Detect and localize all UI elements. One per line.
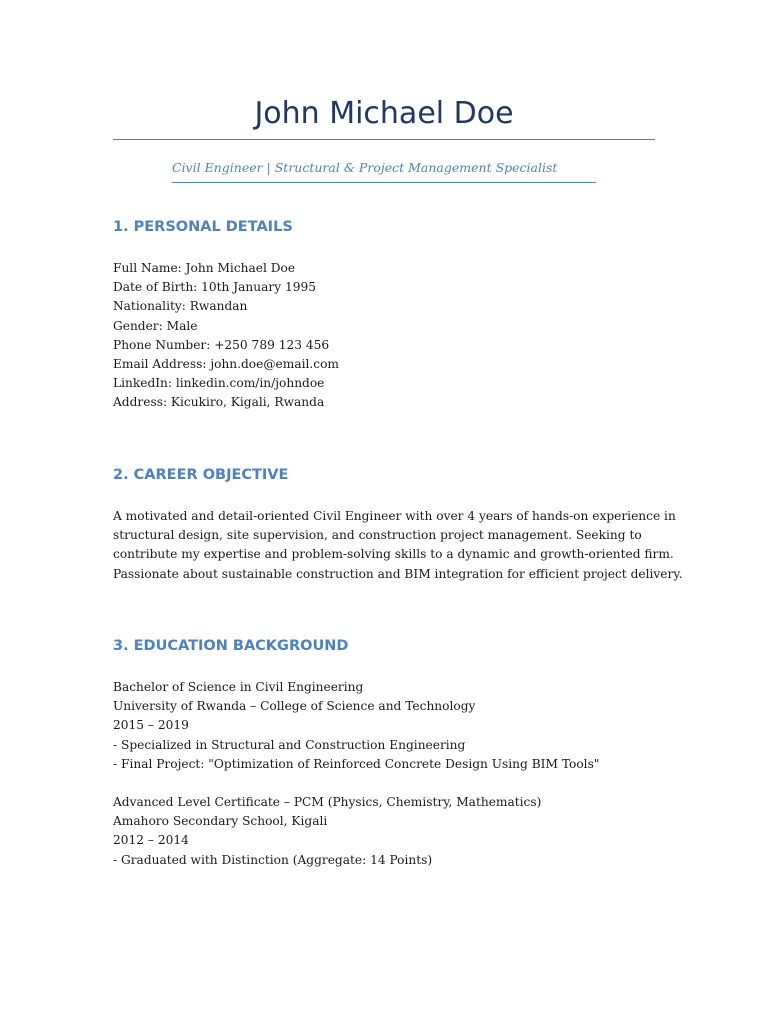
personal-date-of-birth: Date of Birth: 10th January 1995 <box>113 280 316 295</box>
personal-details-heading: 1. PERSONAL DETAILS <box>113 219 293 235</box>
subtitle-divider <box>172 182 596 183</box>
personal-gender: Gender: Male <box>113 318 198 333</box>
objective-line: A motivated and detail-oriented Civil Engineer with over 4 years of hands-on experience in <box>113 509 676 523</box>
education-detail: - Final Project: "Optimization of Reinforced Concrete Design Using BIM Tools" <box>113 756 600 771</box>
education-years: 2012 – 2014 <box>113 833 189 848</box>
resume-subtitle: Civil Engineer | Structural & Project Management Specialist <box>172 160 558 175</box>
personal-linkedin: LinkedIn: linkedin.com/in/johndoe <box>113 376 325 391</box>
education-heading: 3. EDUCATION BACKGROUND <box>113 638 349 654</box>
education-degree: Bachelor of Science in Civil Engineering <box>113 680 364 694</box>
title-divider <box>113 139 655 140</box>
education-entry-advanced-level <box>113 793 661 870</box>
education-detail: - Graduated with Distinction (Aggregate: 14 Points) <box>113 852 433 867</box>
personal-email: Email Address: john.doe@email.com <box>113 357 339 372</box>
education-institution: Amahoro Secondary School, Kigali <box>113 814 328 829</box>
education-degree: Advanced Level Certificate – PCM (Physics, Chemistry, Mathematics) <box>113 795 542 809</box>
education-years: 2015 – 2019 <box>113 718 189 733</box>
education-entry-bachelor <box>113 678 661 774</box>
education-detail: - Specialized in Structural and Construction Engineering <box>113 737 466 752</box>
personal-phone: Phone Number: +250 789 123 456 <box>113 337 330 352</box>
objective-line: Passionate about sustainable construction and BIM integration for efficient project delivery. <box>113 566 683 581</box>
personal-nationality: Nationality: Rwandan <box>113 299 248 314</box>
education-institution: University of Rwanda – College of Science and Technology <box>113 699 476 714</box>
career-objective-paragraph <box>113 507 683 584</box>
personal-details-list <box>113 259 661 413</box>
resume-name: John Michael Doe <box>254 96 514 131</box>
career-objective-heading: 2. CAREER OBJECTIVE <box>113 467 289 483</box>
personal-address: Address: Kicukiro, Kigali, Rwanda <box>113 395 325 410</box>
objective-line: structural design, site supervision, and construction project management. Seeking to <box>113 528 642 543</box>
objective-line: contribute my expertise and problem-solving skills to a dynamic and growth-oriented firm. <box>113 547 674 562</box>
personal-full-name: Full Name: John Michael Doe <box>113 261 296 275</box>
